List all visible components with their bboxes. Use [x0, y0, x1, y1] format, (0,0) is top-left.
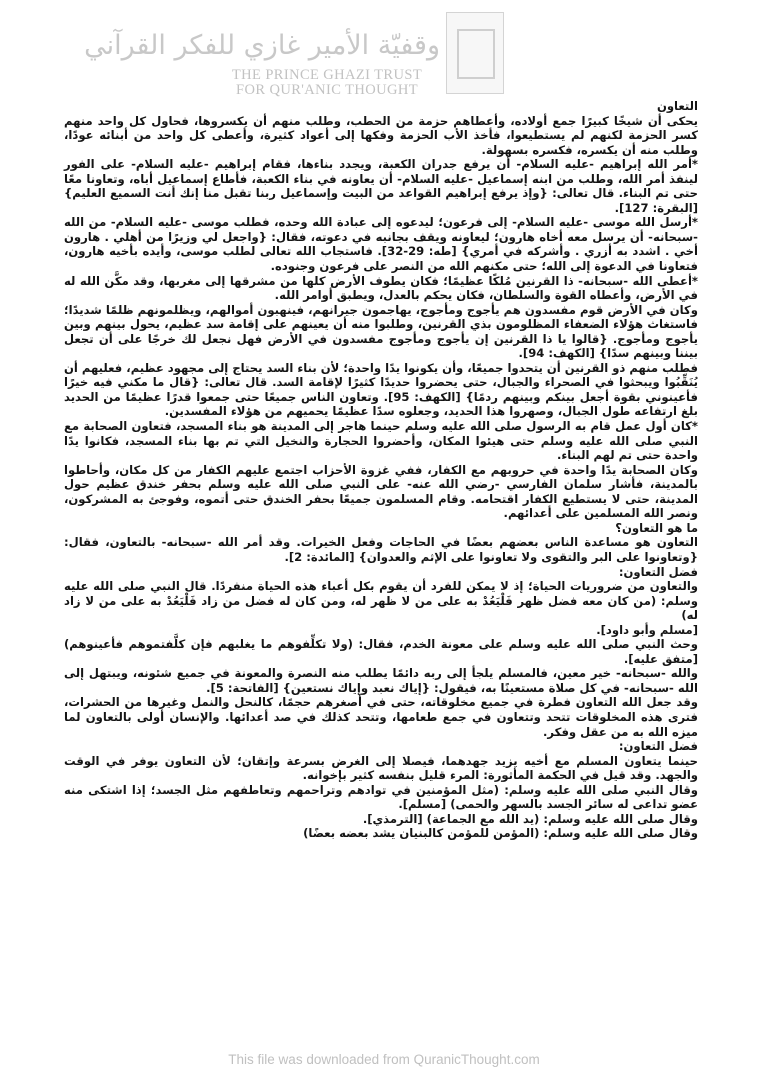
- paragraph: وقال صلى الله عليه وسلم: (المؤمن للمؤمن كالبنيان يشد بعضه بعضًا): [303, 826, 698, 841]
- paragraph: وحث النبي صلى الله عليه وسلم على معونة الخدم، فقال: (ولا تكلِّفوهم ما يغلبهم فإن كلَّفتموهم فأعينوهم) [متفق عليه].: [64, 637, 698, 666]
- logo-en-line-1: THE PRINCE GHAZI TRUST: [231, 67, 423, 83]
- paragraph: حينما يتعاون المسلم مع أخيه يزيد جهدهما، فيصلا إلى الغرض بسرعة وإتقان؛ لأن التعاون يوفر في الوقت والجهد. وقد قيل في الحكمة المأثورة: المرء قليل بنفسه كثير بإخوانه.: [64, 753, 698, 783]
- paragraph: والله -سبحانه- خير معين، فالمسلم يلجأ إلى ربه دائمًا يطلب منه النصرة والمعونة في جميع شئونه، ويبتهل إلى الله -سبحانه- في كل صلاة مستعينًا به، فيقول: {إياك نعبد وإياك نستعين} [الفاتحة: 5].: [64, 666, 698, 695]
- paragraph: *كان أول عمل قام به الرسول صلى الله عليه وسلم حينما هاجر إلى المدينة هو بناء المسجد، فتعاون الصحابة مع النبي صلى الله عليه وسلم حتى هيئوا المكان، وأحضروا الحجارة والنخيل التي تم بها بناء المسجد، فكانوا يدًا واحدة حتى تم لهم البناء.: [64, 419, 698, 463]
- paragraph: وقال صلى الله عليه وسلم: (يد الله مع الجماعة) [الترمذي].: [362, 811, 698, 826]
- paragraph: وقد جعل الله التعاون فطرة في جميع مخلوقاته، حتى في أصغرهم حجمًا، كالنحل والنمل وغيرها من الحشرات، فترى هذه المخلوقات تتحد وتتعاون في جمع طعامها، وتتحد كذلك في صد أعدائها. والإنسان أولى بالتعاون لما ميزه الله به من عقل وفكر.: [64, 695, 698, 739]
- paragraph: وكان في الأرض قوم مفسدون هم يأجوج ومأجوج، يهاجمون جيرانهم، فينهبون أموالهم، ويظلمونهم ظلمًا شديدًا؛ فاستغاث هؤلاء الضعفاء المظلومون بذي القرنين، وطلبوا منه أن يعينهم على إقامة سد عظيم، يحول بينهم وبين يأجوج ومأجوج. {قالوا يا ذا القرنين إن يأجوج ومأجوج مفسدون في الأرض فهل نجعل لك خرجًا على أن تجعل بيننا وبينهم سدًا} [الكهف: 94].: [64, 302, 698, 361]
- paragraph: فطلب منهم ذو القرنين أن يتحدوا جميعًا، وأن يكونوا يدًا واحدة؛ لأن بناء السد يحتاج إلى مجهود عظيم، فعليهم أن يُنَقِّبُوا ويبحثوا في الصحراء والجبال، حتى يحضروا حديدًا كثيرًا لإقامة السد. قال تعالى: {قال ما مكني فيه خيرًا فأعينوني بقوة أجعل بينكم وبينهم ردمًا} [الكهف: 95]. وتعاون الناس جميعًا حتى جمعوا قدرًا عظيمًا من الحديد بلغ ارتفاعه طول الجبال، وصهروا هذا الحديد، وجعلوه سدًا عظيمًا يحميهم من هؤلاء المفسدين.: [64, 360, 698, 419]
- paragraph: *أمر الله إبراهيم -عليه السلام- أن يرفع جدران الكعبة، ويجدد بناءها، فقام إبراهيم -عليه السلام- على الفور لينفذ أمر الله، وطلب من ابنه إسماعيل -عليه السلام- أن يعاونه في بناء الكعبة، فأطاع إسماعيل أباه، وتعاونا معًا حتى تم البناء. قال تعالى: {وإذ يرفع إبراهيم القواعد من البيت وإسماعيل ربنا تقبل منا إنك أنت السميع العليم} [البقرة: 127].: [64, 157, 698, 215]
- section-heading: فضل التعاون:: [618, 739, 698, 754]
- paragraph: والتعاون من ضروريات الحياة؛ إذ لا يمكن للفرد أن يقوم بكل أعباء هذه الحياة منفردًا. قال النبي صلى الله عليه وسلم: (من كان معه فضل ظهر فَلْيَعُدْ به على من لا ظهر له، ومن كان له فضل من زاد فَلْيَعُدْ به على من لا زاد له): [64, 579, 698, 623]
- logo-english-title: [214, 68, 440, 98]
- paragraph: *أعطى الله -سبحانه- ذا القرنين مُلكًا عظيمًا؛ فكان يطوف الأرض كلها من مشرقها إلى مغربها، وقد مكَّن الله له في الأرض، وأعطاه القوة والسلطان، فكان يحكم بالعدل، ويطبق أوامر الله.: [64, 273, 698, 303]
- logo-en-line-2: FOR QUR'ANIC THOUGHT: [236, 82, 418, 98]
- download-footer: This file was downloaded from QuranicThought.com: [228, 1052, 540, 1067]
- paragraph: وقال النبي صلى الله عليه وسلم: (مثل المؤمنين في توادهم وتراحمهم وتعاطفهم مثل الجسد؛ إذا اشتكى منه عضو تداعى له سائر الجسد بالسهر والحمى) [مسلم].: [64, 782, 698, 812]
- logo-arabic-title: وقفيّة الأمير غازي للفكر القرآني: [84, 30, 440, 61]
- paragraph: يحكى أن شيخًا كبيرًا جمع أولاده، وأعطاهم حزمة من الحطب، وطلب منهم أن يكسروها، فحاول كل واحد منهم كسر الحزمة لكنهم لم يستطيعوا، فأخذ الأب الحزمة وفكها إلى أعواد كثيرة، وأعطى كل واحد من أبنائه عودًا، وطلب منه أن يكسره، فكسره بسهولة.: [64, 113, 698, 157]
- emblem-frame: [457, 29, 495, 79]
- section-heading: ما هو التعاون؟: [615, 520, 698, 535]
- doc-title: التعاون: [656, 99, 698, 113]
- page-header: [0, 8, 768, 100]
- paragraph: وكان الصحابة يدًا واحدة في حروبهم مع الكفار، ففي غزوة الأحزاب اجتمع عليهم الكفار من كل مكان، وأحاطوا بالمدينة، فأشار سلمان الفارسي -رضي الله عنه- على النبي صلى الله عليه وسلم بحفر خندق عظيم حول المدينة، حتى لا يستطيع الكفار اقتحامه. وقام المسلمون جميعًا بحفر الخندق حتى أتموه، وفوجئ به المشركون، ونصر الله المسلمين على أعدائهم.: [64, 462, 698, 521]
- citation: [مسلم وأبو داود].: [596, 622, 698, 637]
- paragraph: *أرسل الله موسى -عليه السلام- إلى فرعون؛ ليدعوه إلى عبادة الله وحده، فطلب موسى -عليه السلام- من الله -سبحانه- أن يرسل معه أخاه هارون؛ ليعاونه ويقف بجانبه في دعوته، فقال: {واجعل لي وزيرًا من أهلي . هارون أخي . اشدد به أزري . وأشركه في أمري} [طه: 29-32]. فاستجاب الله تعالى لطلب موسى، وأيده بأخيه هارون، فتعاونا في الدعوة إلى الله؛ حتى مكنهم الله من النصر على فرعون وجنوده.: [64, 215, 699, 274]
- trust-emblem-icon: [446, 12, 504, 94]
- paragraph: التعاون هو مساعدة الناس بعضهم بعضًا في الحاجات وفعل الخيرات. وقد أمر الله -سبحانه- بالتعاون، فقال: {وتعاونوا على البر والتقوى ولا تعاونوا على الإثم والعدوان} [المائدة: 2].: [64, 535, 698, 564]
- document-body: [64, 99, 698, 841]
- section-heading: فضل التعاون:: [618, 564, 698, 579]
